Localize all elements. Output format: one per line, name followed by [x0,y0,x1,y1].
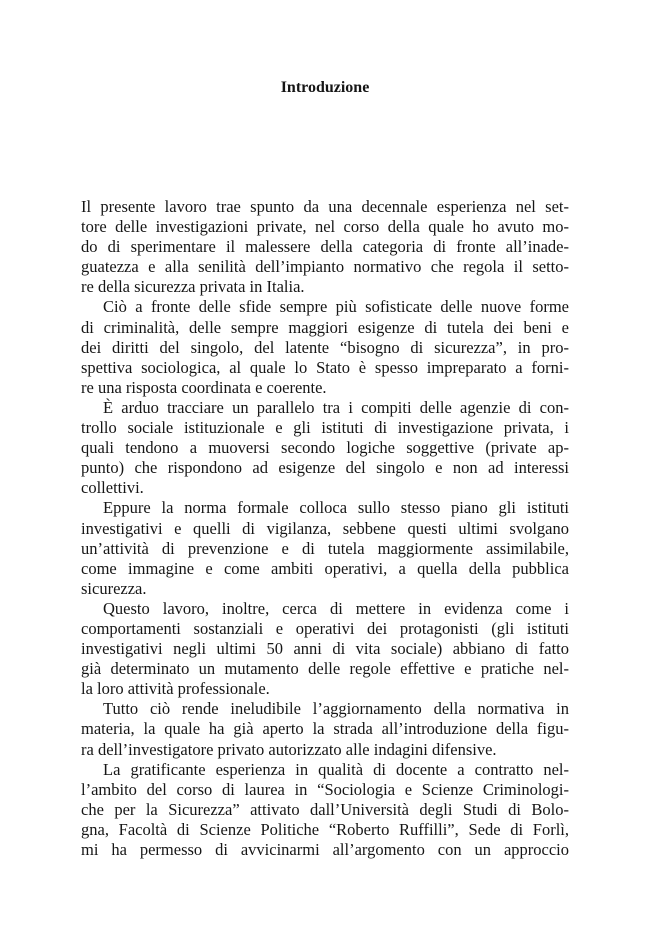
text-line: collettivi. [81,478,144,498]
page-title: Introduzione [280,79,370,96]
text-line: Ciò a fronte delle sfide sempre più sofisticate delle nuove forme [103,297,569,317]
text-line: investigativi negli ultimi 50 anni di vita sociale) abbiano di fatto [81,639,569,659]
text-line: punto) che rispondono ad esigenze del singolo e non ad interessi [81,458,569,478]
text-line: investigativi e quelli di vigilanza, sebbene questi ultimi svolgano [81,518,569,538]
body-text [81,197,569,860]
text-line: Questo lavoro, inoltre, cerca di mettere in evidenza come i [103,598,569,618]
text-line: guatezza e alla senilità dell’impianto normativo che regola il setto- [81,257,569,277]
paragraph [81,197,569,297]
text-line: trollo sociale istituzionale e gli istituti di investigazione privata, i [81,418,569,438]
text-line: un’attività di prevenzione e di tutela maggiormente assimilabile, [81,538,569,558]
text-line: È arduo tracciare un parallelo tra i compiti delle agenzie di con- [103,397,569,417]
text-line: mi ha permesso di avvicinarmi all’argomento con un approccio [81,840,569,859]
text-line: già determinato un mutamento delle regole effettive e pratiche nel- [81,659,569,679]
text-line: do di sperimentare il malessere della categoria di fronte all’inade- [81,237,569,257]
text-line: che per la Sicurezza” attivato dall’Università degli Studi di Bolo- [81,799,569,819]
paragraph [81,398,569,498]
text-line: Il presente lavoro trae spunto da una decennale esperienza nel set- [81,197,569,216]
text-line: sicurezza. [81,578,147,598]
text-line: Tutto ciò rende ineludibile l’aggiornamento della normativa in [103,699,569,719]
paragraph [81,699,569,759]
paragraph [81,297,569,397]
text-line: quali tendono a muoversi secondo logiche soggettive (private ap- [81,438,569,458]
text-line: ra dell’investigatore privato autorizzato alle indagini difensive. [81,739,497,759]
text-line: re della sicurezza privata in Italia. [81,277,305,297]
text-line: comportamenti sostanziali e operativi dei protagonisti (gli istituti [81,618,569,638]
text-line: la loro attività professionale. [81,679,270,699]
text-line: gna, Facoltà di Scienze Politiche “Roberto Ruffilli”, Sede di Forlì, [81,819,569,839]
paragraph [81,599,569,699]
paragraph [81,760,569,860]
text-line: come immagine e come ambiti operativi, a quella della pubblica [81,558,569,578]
text-line: materia, la quale ha già aperto la strada all’introduzione della figu- [81,719,569,739]
text-line: di criminalità, delle sempre maggiori esigenze di tutela dei beni e [81,317,569,337]
text-line: l’ambito del corso di laurea in “Sociologia e Scienze Criminologi- [81,779,569,799]
text-line: dei diritti del singolo, del latente “bisogno di sicurezza”, in pro- [81,337,569,357]
text-line: re una risposta coordinata e coerente. [81,377,327,397]
text-line: Eppure la norma formale colloca sullo stesso piano gli istituti [103,498,569,518]
text-line: La gratificante esperienza in qualità di docente a contratto nel- [103,759,569,779]
text-line: tore delle investigazioni private, nel corso della quale ho avuto mo- [81,217,569,237]
text-line: spettiva sociologica, al quale lo Stato è spesso impreparato a forni- [81,357,569,377]
paragraph [81,498,569,598]
